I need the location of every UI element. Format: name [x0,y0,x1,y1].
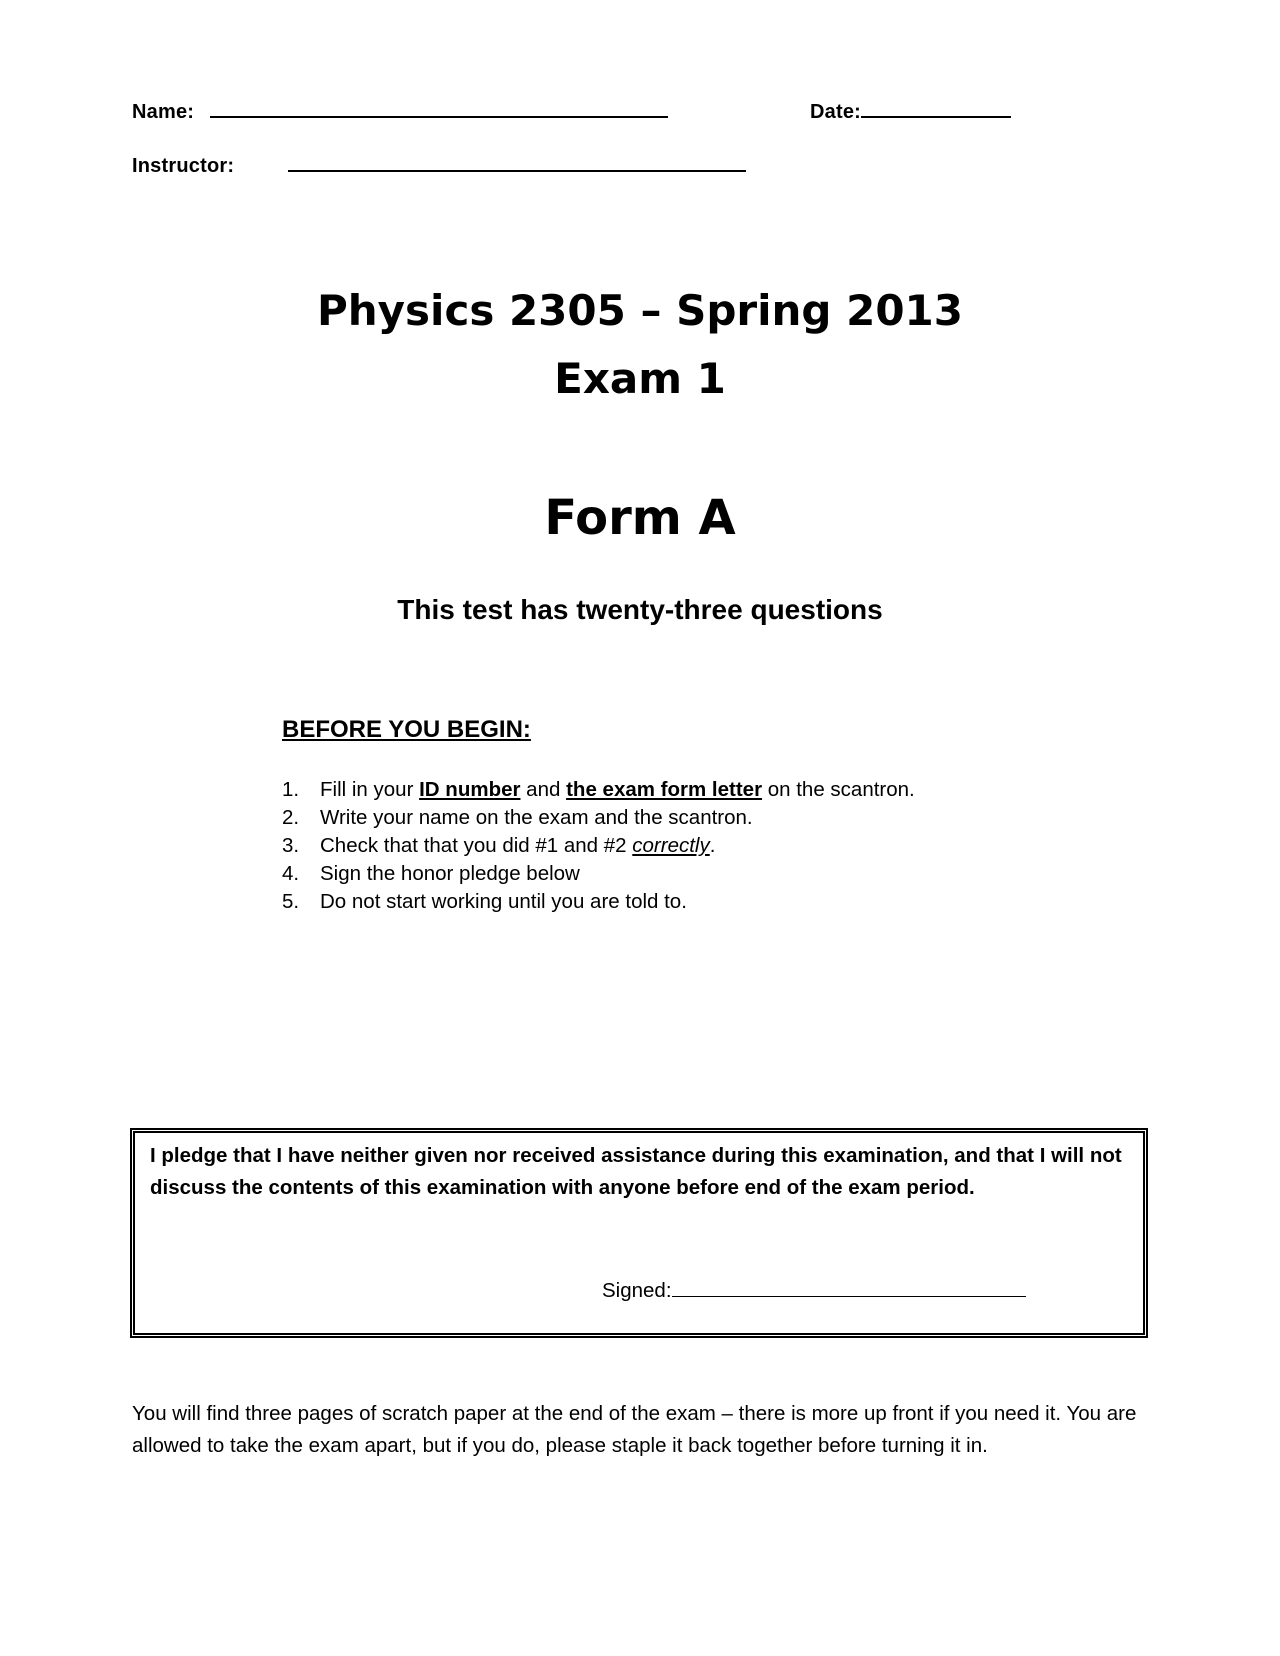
list-item [282,776,915,804]
course-title: Physics 2305 – Spring 2013 [316,286,964,335]
name-label: Name: [132,101,195,123]
date-field[interactable] [810,96,1011,124]
item-text: Sign the honor pledge below [320,862,580,885]
item-number: 2. [282,806,300,829]
name-blank[interactable] [210,96,668,118]
item-text: . [709,834,716,857]
instructor-field[interactable] [132,150,746,178]
date-label: Date: [810,101,862,123]
item-number: 3. [282,834,300,857]
item-text: Write your name on the exam and the scantron. [320,806,753,829]
signature-blank[interactable] [672,1278,1026,1297]
instructions-heading: BEFORE YOU BEGIN: [282,716,531,743]
item-number: 4. [282,862,300,885]
question-count: This test has twenty-three questions [397,594,883,625]
item-number: 1. [282,778,300,801]
item-text: Do not start working until you are told to. [320,890,687,913]
correctly-emphasis: correctly [632,834,710,857]
list-item [282,860,915,888]
item-text: and [520,778,567,801]
signed-label: Signed: [602,1279,672,1302]
instructions-list [282,776,915,916]
list-item [282,804,915,832]
item-text: on the scantron. [762,778,915,801]
pledge-text: I pledge that I have neither given nor received assistance during this examination, and that I will not discuss the contents of this examination with anyone before end of the exam period. [150,1144,1122,1199]
name-field[interactable] [132,96,668,124]
signature-field[interactable] [602,1278,1026,1303]
date-blank[interactable] [861,96,1011,118]
list-item [282,832,915,860]
item-number: 5. [282,890,300,913]
list-item [282,888,915,916]
exam-title: Exam 1 [554,354,726,403]
instructor-label: Instructor: [132,155,235,177]
instructor-blank[interactable] [288,150,746,172]
item-text: Fill in your [320,778,420,801]
scratch-paper-note: You will find three pages of scratch paper at the end of the exam – there is more up front if you need it. You are allowed to take the exam apart, but if you do, please staple it back together before turning it in. [132,1402,1137,1457]
item-text: Check that that you did #1 and #2 [320,834,633,857]
form-letter-emphasis: the exam form letter [566,778,763,801]
form-title: Form A [544,490,736,546]
id-number-emphasis: ID number [419,778,521,801]
